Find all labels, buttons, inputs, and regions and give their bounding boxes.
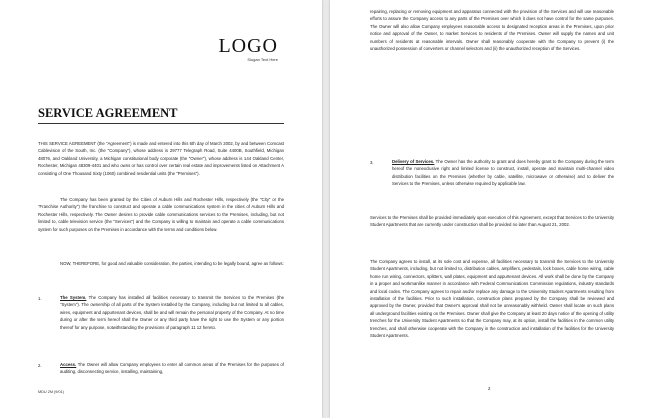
section-system — [60, 294, 284, 331]
document-page-1 — [0, 0, 322, 418]
section-heading: Access. — [60, 362, 77, 367]
section-text: The Owner has the authority to grant and does hereby grant to the Company during the term hereof the nonexclusive right and limited license to construct, install, operate and maintain multi-channel video distribution facilities on the Premises (whether by cable, satellite, microwave or otherwise) and to deliver the Services to the Premises, unless otherwise required by applicable law. — [392, 159, 614, 187]
installation-paragraph: The Company agrees to install, at its sole cost and expense, all facilities necessary to transmit the Services to the University Student Apartments, including, but not limited to, distribution cables, amplifiers, pedestals, lock boxes, cable home wiring, cable home run wiring, connectors, splitters, wall plates, equipment and appurtenant devices. All work shall be done by the Company in a proper and workmanlike manner in accordance with Federal Communications Commission regulations, industry standards and local codes. The Company agrees to repair and/or replace any damage to the University Student Apartments resulting from installation of the facilities. Prior to such installation, construction plans prepared by the Company shall be reviewed and approved by the Owner, provided that Owner's approval shall not be unreasonably withheld. Owner shall locate on such plans all underground facilities existing on the Premises. Owner shall give the Company at least 20 days notice of the opening of utility trenches for the University Student Apartments so that the Company may, at its option, install the facilities in the common utility trenches, and shall otherwise cooperate with the Company in the construction and installation of the facilities for the University Student Apartments. — [370, 259, 614, 339]
section-access — [60, 361, 284, 376]
intro-paragraph: THIS SERVICE AGREEMENT (the "Agreement") is made and entered into this 6th day of March 2002, by and between Comcast Cablevision of the South, Inc. (the "Company"), whose address is 29777 Telegraph Road, Suite 4400B, Southfield, Michigan 48076, and Oakland University, a Michigan constitutional body corporate (the "Owner"), whose address is 144 Oakland Center, Rochester, Michigan 48309-4401 and who owns or has control over certain real estate and improvements listed on Attachment A consisting of One Thousand Sixty (1060) combined residential units (the "Premises"). — [38, 141, 284, 176]
section-text: The Company has installed all facilities necessary to transmit the Services to the Premises (the "System"). The ownership of all parts of the System installed by the Company, including but not limited to all cables, wires, equipment and appurtenant devices, shall be and will remain the personal property of the Company. At no time during or after the term hereof shall the Owner or any third party have the right to use the System or any portion thereof for any purpose, notwithstanding the provisions of paragraph 11 12 hereto. — [60, 295, 284, 330]
page-number: 2 — [488, 386, 491, 391]
item-number: 3. — [370, 160, 374, 165]
section-heading: The System. — [60, 295, 87, 300]
logo — [218, 36, 278, 62]
form-footer: MDU 2M (9/01) — [38, 390, 64, 394]
franchise-paragraph: The Company has been granted by the Cities of Auburn Hills and Rochester Hills, respectively (the "City" or the "Franchise Authority") the franchise to construct and operate a cable communications system in the cities of Auburn Hills and Rochester Hills, respectively. The Owner desires to provide cable communications services to the Premises, including, but not limited to, cable television service (the "Services") and the Company is willing to maintain and operate a cable communications system for such purposes on the Premises in accordance with the terms and conditions below. — [38, 197, 284, 232]
title-divider — [38, 123, 284, 124]
section-delivery — [392, 158, 614, 188]
section-text: The Owner will allow Company employees to enter all common areas of the Premises for the purposes of auditing, disconnecting service, installing, maintaining, — [60, 362, 284, 375]
item-number: 2. — [38, 363, 42, 368]
document-title: SERVICE AGREEMENT — [38, 106, 178, 120]
logo-slogan: Slogan Text Here — [247, 57, 278, 62]
logo-text: LOGO — [218, 35, 278, 57]
access-continued-paragraph: repairing, replacing or removing equipment and apparatus connected with the provision of the Services and will use reasonable efforts to assure the Company access to any parts of the Premises over which it does not have control for the same purposes. The Owner will also allow Company employees reasonable access to designated reception areas in the Premises, upon prior notice and approval of the Owner, to market Services to residents of the Premises. Owner will supply the names and unit numbers of residents at reasonable intervals. Owner shall reasonably cooperate with the Company to prevent (i) the unauthorized possession of converters or channel selectors and (ii) the unauthorized reception of the Services. — [370, 9, 614, 52]
services-paragraph: Services to the Premises shall be provided immediately upon execution of this Agreement, except that Services to the University Student Apartments that are currently under construction shall be provided no later than August 21, 2002. — [370, 215, 614, 228]
therefore-paragraph: NOW, THEREFORE, for good and valuable consideration, the parties, intending to be legally bound, agree as follows: — [60, 261, 284, 266]
section-heading: Delivery of Services. — [392, 159, 435, 164]
document-page-2 — [330, 0, 652, 418]
item-number: 1. — [38, 296, 42, 301]
